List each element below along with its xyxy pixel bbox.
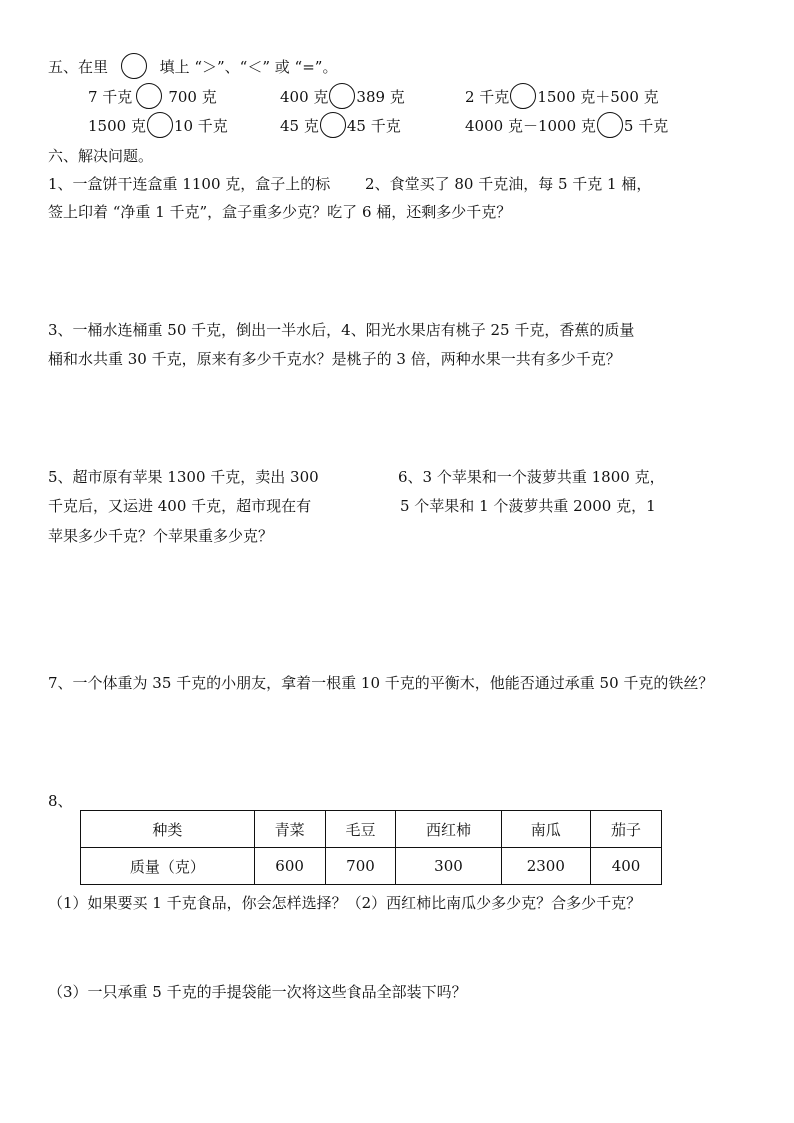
table-cell: 2300 — [501, 848, 591, 885]
blank-circle-icon[interactable] — [147, 112, 173, 138]
compare-left: 4000 克－1000 克 — [465, 117, 596, 135]
compare-right: 1500 克＋500 克 — [537, 88, 659, 106]
table-cell: 青菜 — [254, 811, 325, 848]
question-1-2-line2: 签上印着 “净重 1 千克”，盒子重多少克？吃了 6 桶，还剩多少千克？ — [48, 203, 512, 221]
compare-left: 400 克 — [280, 88, 329, 106]
blank-circle-icon[interactable] — [320, 112, 346, 138]
blank-circle-icon[interactable] — [136, 83, 162, 109]
question-7: 7、一个体重为 35 千克的小朋友，拿着一根重 10 千克的平衡木，他能否通过承重 50 千克的铁丝？ — [48, 674, 714, 692]
section6-title: 六、解决问题。 — [48, 147, 154, 165]
table-cell: 南瓜 — [501, 811, 591, 848]
table-cell: 600 — [254, 848, 325, 885]
compare-left: 7 千克 — [88, 88, 133, 106]
table-header-cell: 种类 — [81, 811, 255, 848]
question-8-label: 8、 — [48, 792, 73, 810]
section5-title-a: 五、在里 — [48, 58, 109, 76]
table-cell: 茄子 — [591, 811, 662, 848]
question-6-line2: 5 个苹果和 1 个菠萝共重 2000 克，1 — [400, 497, 656, 515]
table-cell: 400 — [591, 848, 662, 885]
question-3-4-line2: 桶和水共重 30 千克，原来有多少千克水？是桃子的 3 倍，两种水果一共有多少千克？ — [48, 350, 621, 368]
compare-right: 45 千克 — [346, 117, 401, 135]
question-5-line2: 千克后，又运进 400 千克，超市现在有 — [48, 497, 312, 515]
section5-title — [48, 57, 337, 79]
blank-circle-icon[interactable] — [329, 83, 355, 109]
compare-item — [465, 87, 659, 109]
compare-left: 1500 克 — [88, 117, 146, 135]
compare-right: 5 千克 — [623, 117, 669, 135]
question-1-2-line1: 1、一盒饼干连盒重 1100 克，盒子上的标 2、食堂买了 80 千克油，每 5 千克 1 桶， — [48, 175, 652, 193]
compare-right: 10 千克 — [173, 117, 228, 135]
compare-item — [280, 87, 405, 109]
blank-circle-icon[interactable] — [121, 53, 147, 79]
table-cell: 700 — [325, 848, 396, 885]
blank-circle-icon[interactable] — [510, 83, 536, 109]
compare-item — [465, 116, 668, 138]
question-6-line1: 6、3 个苹果和一个菠萝共重 1800 克， — [398, 468, 665, 486]
question-8-3: （3）一只承重 5 千克的手提袋能一次将这些食品全部装下吗？ — [48, 983, 467, 1001]
compare-right: 700 克 — [168, 88, 217, 106]
compare-left: 45 克 — [280, 117, 319, 135]
question-3-4-line1: 3、一桶水连桶重 50 千克，倒出一半水后，4、阳光水果店有桃子 25 千克，香蕉的质量 — [48, 321, 635, 339]
table-cell: 300 — [396, 848, 501, 885]
table-cell: 西红柿 — [396, 811, 501, 848]
section5-title-b: 填上 “＞”、“＜” 或 “=”。 — [159, 58, 338, 76]
compare-right: 389 克 — [356, 88, 405, 106]
blank-circle-icon[interactable] — [597, 112, 623, 138]
table-cell: 毛豆 — [325, 811, 396, 848]
question-5-line1: 5、超市原有苹果 1300 千克，卖出 300 — [48, 468, 319, 486]
table-row — [81, 848, 662, 885]
table-row — [81, 811, 662, 848]
compare-item — [88, 87, 217, 109]
compare-item — [280, 116, 401, 138]
food-weight-table — [80, 810, 662, 885]
compare-left: 2 千克 — [465, 88, 510, 106]
question-8-1-2: （1）如果要买 1 千克食品，你会怎样选择？（2）西红柿比南瓜少多少克？合多少千克？ — [48, 894, 642, 912]
question-5-6-line3: 苹果多少千克？个苹果重多少克？ — [48, 527, 274, 545]
table-header-cell: 质量（克） — [81, 848, 255, 885]
compare-item — [88, 116, 228, 138]
